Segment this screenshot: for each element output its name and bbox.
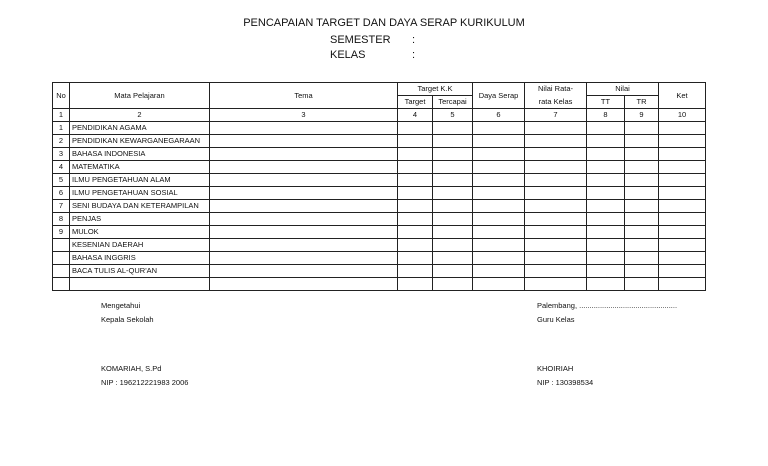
subject-name: BAHASA INDONESIA <box>70 148 210 161</box>
empty-cell <box>210 174 398 187</box>
empty-cell <box>525 239 587 252</box>
empty-cell <box>525 187 587 200</box>
table-row <box>53 265 706 278</box>
empty-cell <box>433 239 473 252</box>
col-header-tt: TT <box>587 96 625 109</box>
kelas-label: KELAS <box>330 49 366 61</box>
col-header-nilai-rata-2: rata Kelas <box>525 96 587 109</box>
table-row <box>53 135 706 148</box>
empty-cell <box>525 174 587 187</box>
document-title <box>0 16 768 32</box>
empty-cell <box>625 135 659 148</box>
empty-cell <box>473 148 525 161</box>
row-number: 1 <box>53 122 70 135</box>
empty-cell <box>398 174 433 187</box>
empty-cell <box>473 252 525 265</box>
row-number <box>53 278 70 291</box>
table-row <box>53 161 706 174</box>
numbering-cell: 10 <box>659 109 706 122</box>
sig-right-name: KHOIRIAH <box>537 364 574 373</box>
row-number <box>53 252 70 265</box>
table-row <box>53 278 706 291</box>
empty-cell <box>659 122 706 135</box>
sig-left-nip: NIP : 196212221983 2006 <box>101 378 189 387</box>
numbering-cell: 5 <box>433 109 473 122</box>
semester-line <box>330 33 415 48</box>
empty-cell <box>659 187 706 200</box>
subject-name: SENI BUDAYA DAN KETERAMPILAN <box>70 200 210 213</box>
col-header-target: Target <box>398 96 433 109</box>
empty-cell <box>587 122 625 135</box>
table-row <box>53 122 706 135</box>
empty-cell <box>473 239 525 252</box>
numbering-cell: 3 <box>210 109 398 122</box>
empty-cell <box>433 278 473 291</box>
header-row-1 <box>53 83 706 96</box>
empty-cell <box>625 226 659 239</box>
empty-cell <box>398 278 433 291</box>
empty-cell <box>587 213 625 226</box>
title-text: PENCAPAIAN TARGET DAN DAYA SERAP KURIKULUM <box>243 17 525 29</box>
sig-right-line1: Palembang, ............................................... <box>537 301 678 310</box>
empty-cell <box>659 252 706 265</box>
empty-cell <box>659 161 706 174</box>
subject-name: PENDIDIKAN AGAMA <box>70 122 210 135</box>
empty-cell <box>587 148 625 161</box>
empty-cell <box>398 239 433 252</box>
numbering-cell: 1 <box>53 109 70 122</box>
numbering-cell: 6 <box>473 109 525 122</box>
subject-name: KESENIAN DAERAH <box>70 239 210 252</box>
empty-cell <box>210 226 398 239</box>
empty-cell <box>525 213 587 226</box>
empty-cell <box>398 161 433 174</box>
subject-name: PENJAS <box>70 213 210 226</box>
empty-cell <box>625 148 659 161</box>
curriculum-table <box>52 82 706 291</box>
empty-cell <box>398 200 433 213</box>
empty-cell <box>525 161 587 174</box>
empty-cell <box>398 213 433 226</box>
empty-cell <box>398 122 433 135</box>
empty-cell <box>659 213 706 226</box>
empty-cell <box>525 135 587 148</box>
empty-cell <box>433 174 473 187</box>
empty-cell <box>659 239 706 252</box>
row-number: 2 <box>53 135 70 148</box>
col-header-mata-pelajaran: Mata Pelajaran <box>70 83 210 109</box>
col-header-nilai-rata: Nilai Rata- <box>525 83 587 96</box>
sig-right-line2: Guru Kelas <box>537 315 575 324</box>
empty-cell <box>473 135 525 148</box>
empty-cell <box>587 187 625 200</box>
table-row <box>53 239 706 252</box>
table-row <box>53 213 706 226</box>
empty-cell <box>587 161 625 174</box>
empty-cell <box>398 148 433 161</box>
empty-cell <box>587 174 625 187</box>
semester-label: SEMESTER <box>330 34 391 46</box>
empty-cell <box>525 278 587 291</box>
empty-cell <box>659 148 706 161</box>
empty-cell <box>210 161 398 174</box>
empty-cell <box>210 265 398 278</box>
empty-cell <box>398 252 433 265</box>
empty-cell <box>210 278 398 291</box>
table-row <box>53 174 706 187</box>
empty-cell <box>210 122 398 135</box>
empty-cell <box>625 122 659 135</box>
empty-cell <box>625 213 659 226</box>
kelas-value: : <box>412 49 416 61</box>
empty-cell <box>625 278 659 291</box>
empty-cell <box>210 213 398 226</box>
empty-cell <box>210 148 398 161</box>
numbering-cell: 4 <box>398 109 433 122</box>
col-header-no: No <box>53 83 70 109</box>
empty-cell <box>473 213 525 226</box>
empty-cell <box>433 135 473 148</box>
sig-left-name: KOMARIAH, S.Pd <box>101 364 162 373</box>
row-number: 9 <box>53 226 70 239</box>
empty-cell <box>587 252 625 265</box>
subject-name: ILMU PENGETAHUAN ALAM <box>70 174 210 187</box>
empty-cell <box>525 200 587 213</box>
empty-cell <box>433 213 473 226</box>
empty-cell <box>587 265 625 278</box>
empty-cell <box>625 161 659 174</box>
empty-cell <box>433 200 473 213</box>
table-row <box>53 187 706 200</box>
signature-right <box>537 299 677 327</box>
numbering-row <box>53 109 706 122</box>
subject-name: MULOK <box>70 226 210 239</box>
empty-cell <box>210 200 398 213</box>
empty-cell <box>625 265 659 278</box>
empty-cell <box>587 278 625 291</box>
empty-cell <box>587 200 625 213</box>
empty-cell <box>473 278 525 291</box>
empty-cell <box>433 148 473 161</box>
empty-cell <box>433 122 473 135</box>
empty-cell <box>433 187 473 200</box>
row-number <box>53 265 70 278</box>
empty-cell <box>473 226 525 239</box>
empty-cell <box>525 265 587 278</box>
empty-cell <box>625 187 659 200</box>
table-row <box>53 226 706 239</box>
empty-cell <box>659 135 706 148</box>
empty-cell <box>210 252 398 265</box>
row-number: 4 <box>53 161 70 174</box>
empty-cell <box>587 239 625 252</box>
empty-cell <box>659 174 706 187</box>
empty-cell <box>659 265 706 278</box>
empty-cell <box>659 200 706 213</box>
subject-name: BACA TULIS AL-QUR'AN <box>70 265 210 278</box>
empty-cell <box>625 200 659 213</box>
empty-cell <box>473 174 525 187</box>
row-number: 6 <box>53 187 70 200</box>
subject-name: BAHASA INGGRIS <box>70 252 210 265</box>
signature-right-name <box>537 362 593 390</box>
table-row <box>53 252 706 265</box>
subject-name: MATEMATIKA <box>70 161 210 174</box>
numbering-cell: 8 <box>587 109 625 122</box>
empty-cell <box>433 226 473 239</box>
sig-right-nip: NIP : 130398534 <box>537 378 594 387</box>
empty-cell <box>625 239 659 252</box>
empty-cell <box>398 187 433 200</box>
signature-left <box>101 299 154 327</box>
empty-cell <box>473 122 525 135</box>
table-body <box>53 109 706 291</box>
signature-left-name <box>101 362 188 390</box>
subject-name <box>70 278 210 291</box>
numbering-cell: 9 <box>625 109 659 122</box>
empty-cell <box>210 187 398 200</box>
empty-cell <box>433 252 473 265</box>
row-number: 7 <box>53 200 70 213</box>
empty-cell <box>587 226 625 239</box>
empty-cell <box>659 226 706 239</box>
empty-cell <box>433 265 473 278</box>
empty-cell <box>587 135 625 148</box>
col-header-tema: Tema <box>210 83 398 109</box>
row-number: 8 <box>53 213 70 226</box>
kelas-line <box>330 48 415 63</box>
empty-cell <box>525 122 587 135</box>
row-number: 3 <box>53 148 70 161</box>
empty-cell <box>625 252 659 265</box>
numbering-cell: 2 <box>70 109 210 122</box>
subject-name: ILMU PENGETAHUAN SOSIAL <box>70 187 210 200</box>
col-header-ket: Ket <box>659 83 706 109</box>
col-header-tr: TR <box>625 96 659 109</box>
empty-cell <box>210 135 398 148</box>
empty-cell <box>625 174 659 187</box>
empty-cell <box>659 278 706 291</box>
col-header-nilai: Nilai <box>587 83 659 96</box>
sig-left-line1: Mengetahui <box>101 301 141 310</box>
empty-cell <box>433 161 473 174</box>
empty-cell <box>525 148 587 161</box>
empty-cell <box>473 265 525 278</box>
empty-cell <box>398 265 433 278</box>
sig-left-line2: Kepala Sekolah <box>101 315 154 324</box>
col-header-target-kk: Target K.K <box>398 83 473 96</box>
empty-cell <box>398 135 433 148</box>
empty-cell <box>210 239 398 252</box>
subject-name: PENDIDIKAN KEWARGANEGARAAN <box>70 135 210 148</box>
col-header-tercapai: Tercapai <box>433 96 473 109</box>
numbering-cell: 7 <box>525 109 587 122</box>
col-header-daya-serap: Daya Serap <box>473 83 525 109</box>
row-number <box>53 239 70 252</box>
row-number: 5 <box>53 174 70 187</box>
empty-cell <box>473 161 525 174</box>
empty-cell <box>525 252 587 265</box>
semester-value: : <box>412 34 416 46</box>
empty-cell <box>473 200 525 213</box>
table-row <box>53 200 706 213</box>
empty-cell <box>525 226 587 239</box>
empty-cell <box>398 226 433 239</box>
empty-cell <box>473 187 525 200</box>
table-row <box>53 148 706 161</box>
